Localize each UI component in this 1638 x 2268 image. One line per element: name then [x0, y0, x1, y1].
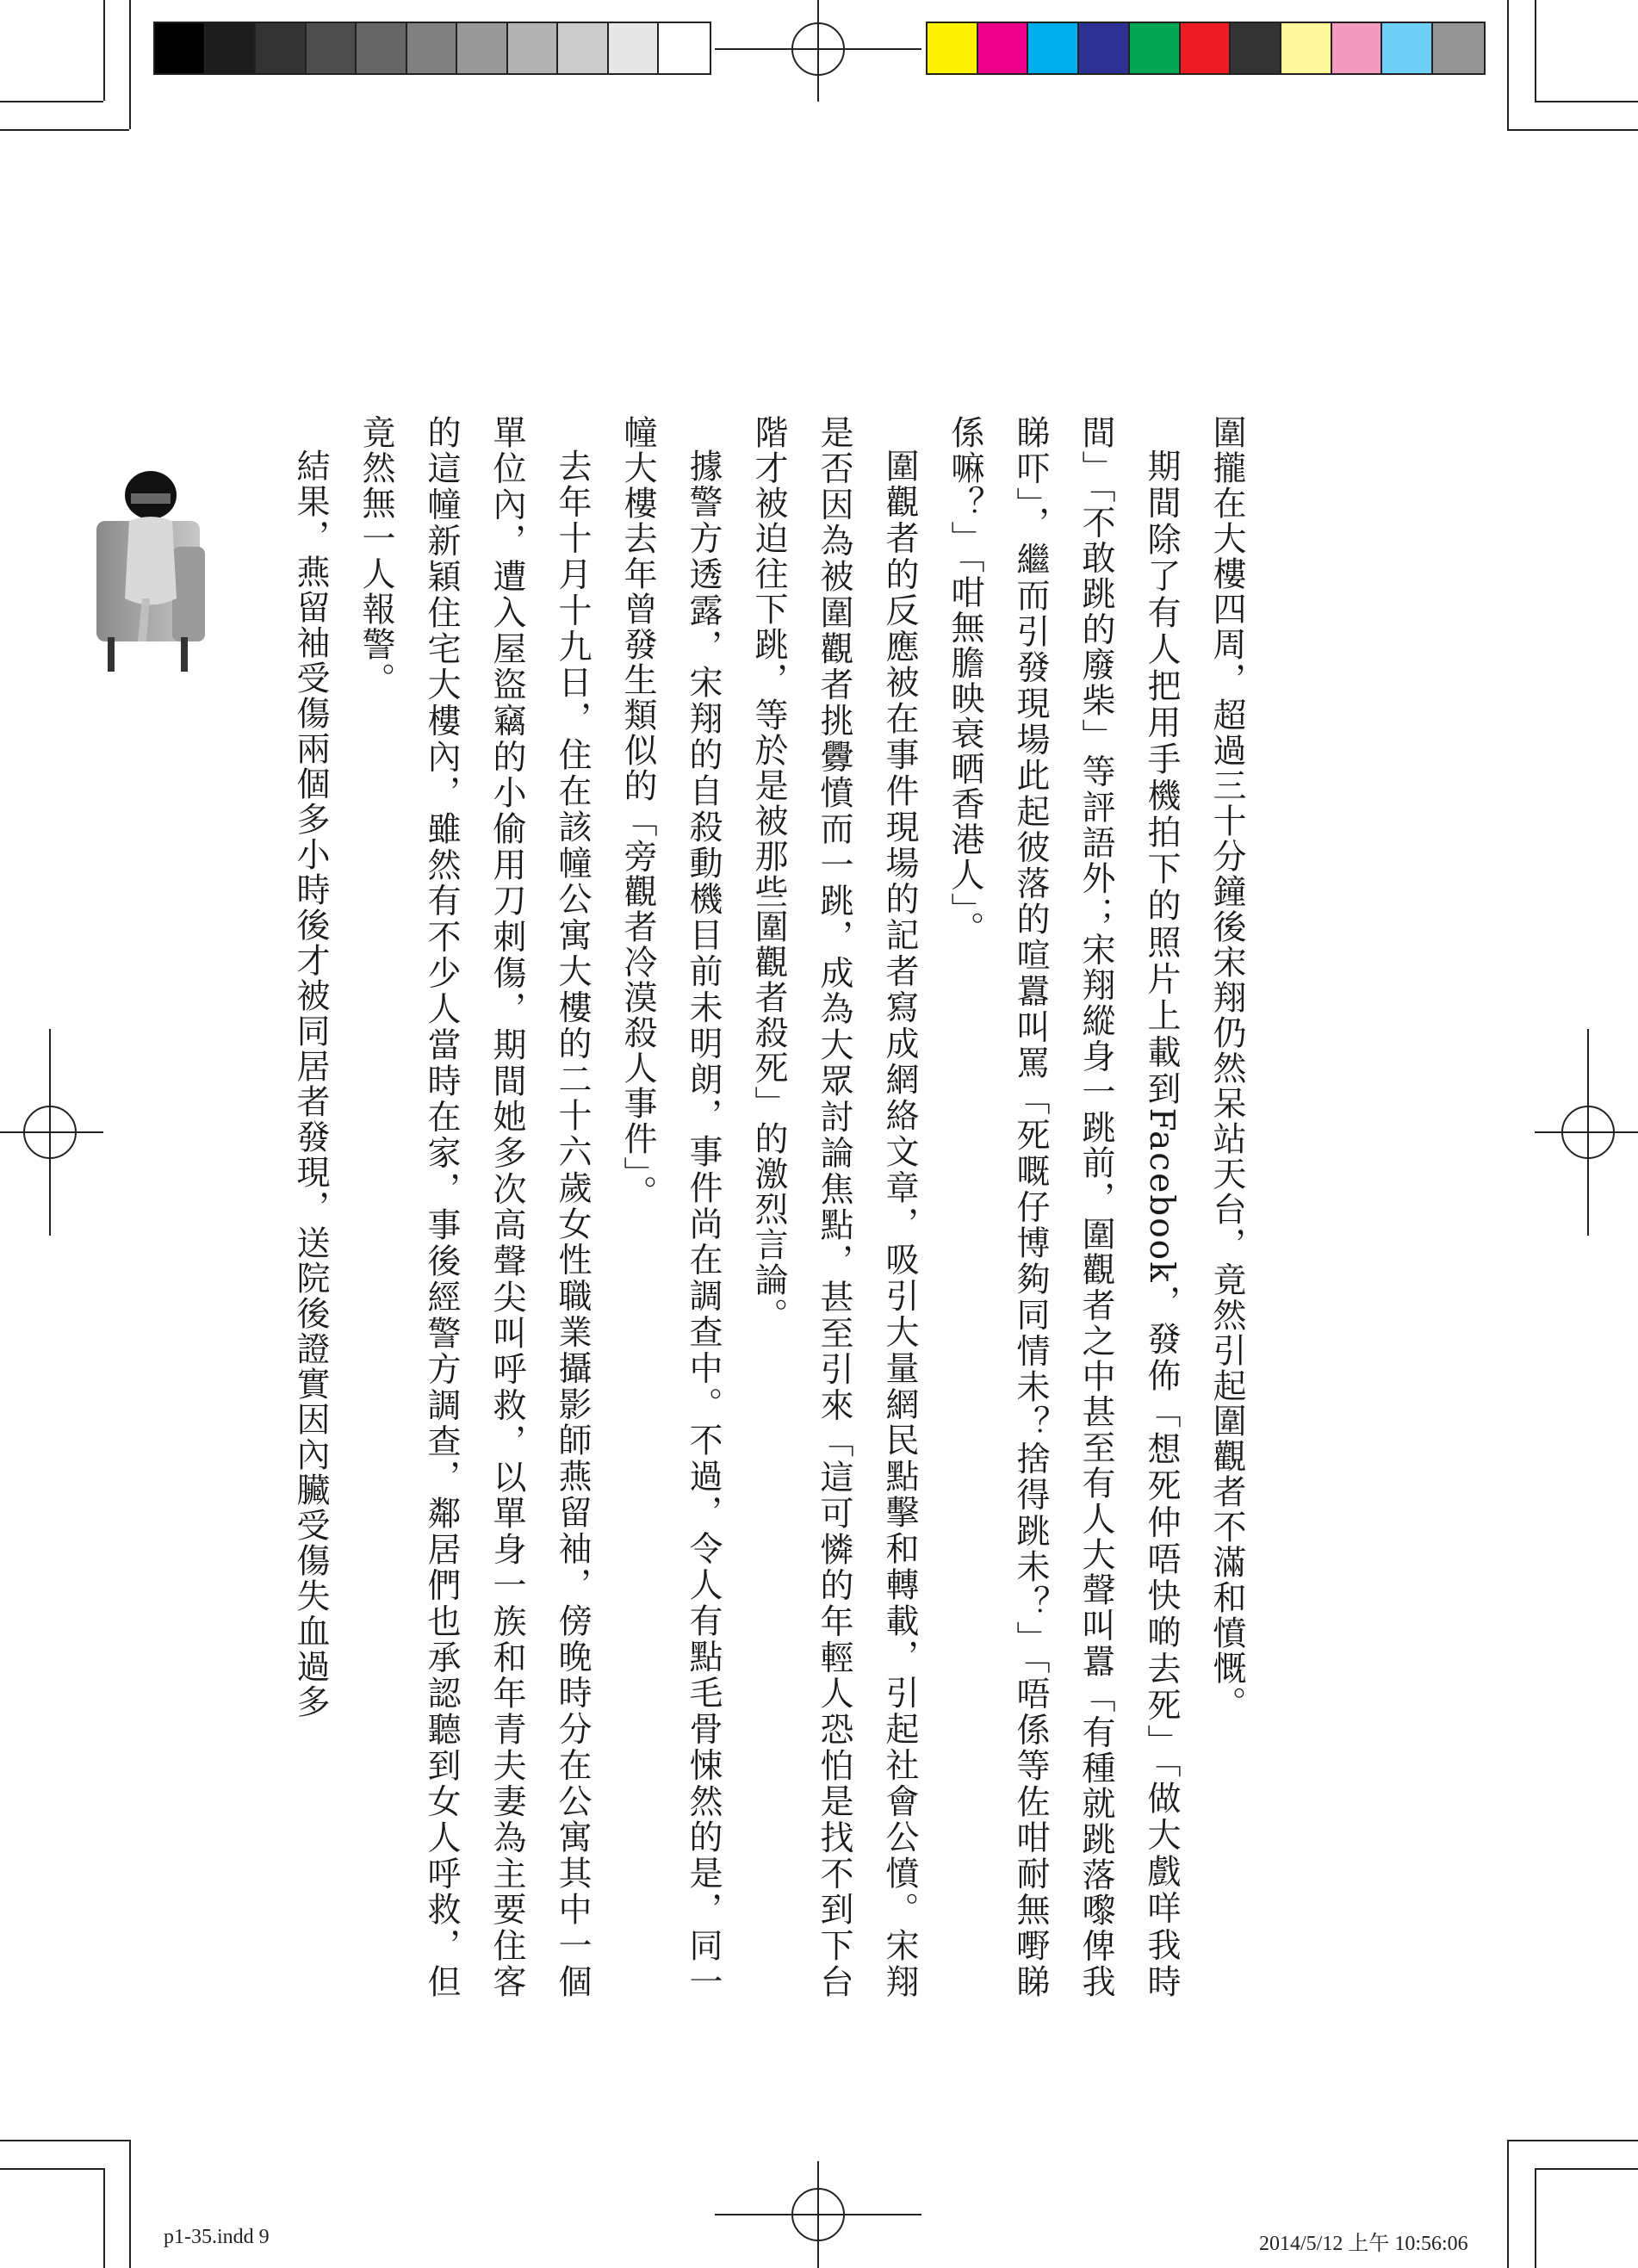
paragraph: 去年十月十九日，住在該幢公寓大樓的二十六歲女性職業攝影師燕留袖，傍晚時分在公寓其中一個單位內，遭入屋盜竊的小偷用刀刺傷，期間她多次高聲尖叫呼救，以單身一族和年青夫妻為主要住客的這幢新穎住宅大樓內，雖然有不少人當時在家，事後經警方調查，鄰居們也承認聽到女人呼救，但竟然無一人報警。: [357, 415, 592, 1999]
paragraph: 結果，燕留袖受傷兩個多小時後才被同居者發現，送院後證實因內臟受傷失血過多: [291, 449, 330, 1720]
crop-mark: [0, 2168, 103, 2170]
registration-mark-bottom: [715, 2161, 921, 2268]
crop-mark: [103, 0, 105, 101]
color-swatch: [978, 23, 1029, 73]
color-swatch: [1382, 23, 1433, 73]
girl-in-armchair-illustration: [95, 469, 215, 685]
color-swatch: [155, 23, 206, 73]
color-swatch: [508, 23, 559, 73]
color-swatch: [1332, 23, 1383, 73]
color-swatch: [558, 23, 609, 73]
color-swatch-strip: [926, 22, 1486, 75]
crop-mark: [1507, 129, 1638, 131]
slug-file-name: p1-35.indd 9: [164, 2226, 270, 2248]
color-swatch: [407, 23, 458, 73]
grayscale-swatch-strip: [153, 22, 711, 75]
color-swatch: [357, 23, 407, 73]
color-swatch: [1079, 23, 1130, 73]
crop-mark: [1507, 0, 1509, 129]
article-body-text: [277, 415, 1259, 1999]
paragraph: 圍觀者的反應被在事件現場的記者寫成網絡文章，吸引大量網民點擊和轉載，引起社會公憤。宋翔是否因為被圍觀者挑釁憤而一跳，成為大眾討論焦點，甚至引來「這可憐的年輕人恐怕是找不到下台階才被迫往下跳，等於是被那些圍觀者殺死」的激烈言論。: [749, 415, 919, 1999]
paragraph: 圍攏在大樓四周，超過三十分鐘後宋翔仍然呆站天台，竟然引起圍觀者不滿和憤慨。: [1207, 415, 1246, 1721]
registration-mark-right: [1535, 1029, 1638, 1236]
crop-mark: [129, 2140, 131, 2268]
color-swatch: [307, 23, 357, 73]
slug-timestamp: 2014/5/12 上午 10:56:06: [1259, 2233, 1468, 2255]
color-swatch: [659, 23, 710, 73]
crop-mark: [1535, 0, 1536, 101]
color-swatch: [1281, 23, 1332, 73]
color-swatch: [256, 23, 307, 73]
color-swatch: [1433, 23, 1484, 73]
crop-mark: [0, 129, 129, 131]
crop-mark: [1535, 101, 1638, 102]
color-swatch: [1181, 23, 1232, 73]
color-swatch: [457, 23, 508, 73]
color-swatch: [206, 23, 257, 73]
crop-mark: [0, 101, 103, 102]
registration-mark-left: [0, 1029, 103, 1236]
crop-mark: [103, 2168, 105, 2268]
crop-mark: [1535, 2168, 1638, 2170]
crop-mark: [1507, 2140, 1509, 2268]
color-swatch: [1028, 23, 1079, 73]
registration-mark-top: [715, 0, 921, 102]
crop-mark: [1535, 2168, 1536, 2268]
paragraph: 期間除了有人把用手機拍下的照片上載到Facebook，發佈「想死仲唔快啲去死」「做大戲咩我時間」「不敢跳的廢柴」等評語外；宋翔縱身一跳前，圍觀者之中甚至有人大聲叫囂「有種就跳落嚟俾我睇吓」，繼而引發現場此起彼落的喧囂叫罵「死嘅仔博夠同情未？捨得跳未？」「唔係等佐咁耐無嘢睇係嘛？」「咁無膽映衰晒香港人」。: [946, 415, 1181, 1999]
color-swatch: [1130, 23, 1181, 73]
crop-mark: [0, 2140, 129, 2141]
color-swatch: [1231, 23, 1281, 73]
paragraph: 據警方透露，宋翔的自殺動機目前未明朗，事件尚在調查中。不過，令人有點毛骨悚然的是，同一幢大樓去年曾發生類似的「旁觀者冷漠殺人事件」。: [618, 415, 723, 1999]
crop-mark: [129, 0, 131, 129]
crop-mark: [1507, 2140, 1638, 2141]
color-swatch: [609, 23, 660, 73]
color-swatch: [928, 23, 978, 73]
